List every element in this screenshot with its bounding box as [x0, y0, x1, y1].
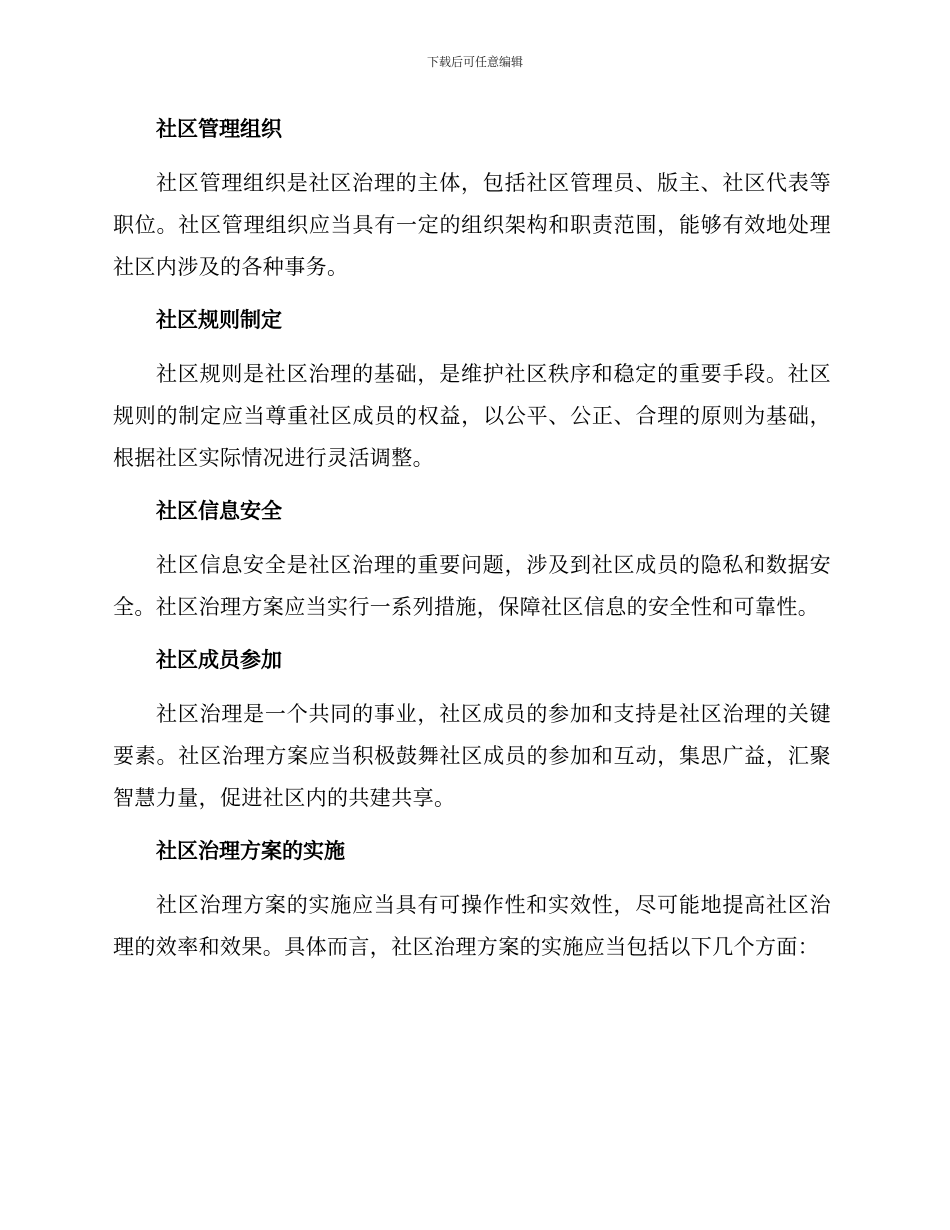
section-member-participation: [113, 639, 831, 819]
section-paragraph: 社区治理是一个共同的事业，社区成员的参加和支持是社区治理的关键要素。社区治理方案应当积极鼓舞社区成员的参加和互动，集思广益，汇聚智慧力量，促进社区内的共建共享。: [113, 702, 831, 810]
section-heading: 社区管理组织: [156, 117, 282, 141]
section-heading: 社区信息安全: [156, 499, 282, 523]
section-paragraph: 社区治理方案的实施应当具有可操作性和实效性，尽可能地提高社区治理的效率和效果。具体而言，社区治理方案的实施应当包括以下几个方面：: [113, 893, 831, 959]
section-paragraph: 社区规则是社区治理的基础，是维护社区秩序和稳定的重要手段。社区规则的制定应当尊重社区成员的权益，以公平、公正、合理的原则为基础，根据社区实际情况进行灵活调整。: [113, 362, 831, 470]
section-management-organization: [113, 108, 831, 288]
section-heading: 社区治理方案的实施: [156, 839, 345, 863]
section-rule-making: [113, 299, 831, 479]
section-paragraph: 社区信息安全是社区治理的重要问题，涉及到社区成员的隐私和数据安全。社区治理方案应当实行一系列措施，保障社区信息的安全性和可靠性。: [113, 553, 831, 619]
document-body: [113, 108, 831, 979]
page-header: 下载后可任意编辑: [426, 55, 523, 69]
section-heading: 社区规则制定: [156, 308, 282, 332]
section-heading: 社区成员参加: [156, 648, 282, 672]
section-plan-implementation: [113, 830, 831, 968]
section-paragraph: 社区管理组织是社区治理的主体，包括社区管理员、版主、社区代表等职位。社区管理组织应当具有一定的组织架构和职责范围，能够有效地处理社区内涉及的各种事务。: [113, 171, 831, 279]
section-information-security: [113, 490, 831, 628]
